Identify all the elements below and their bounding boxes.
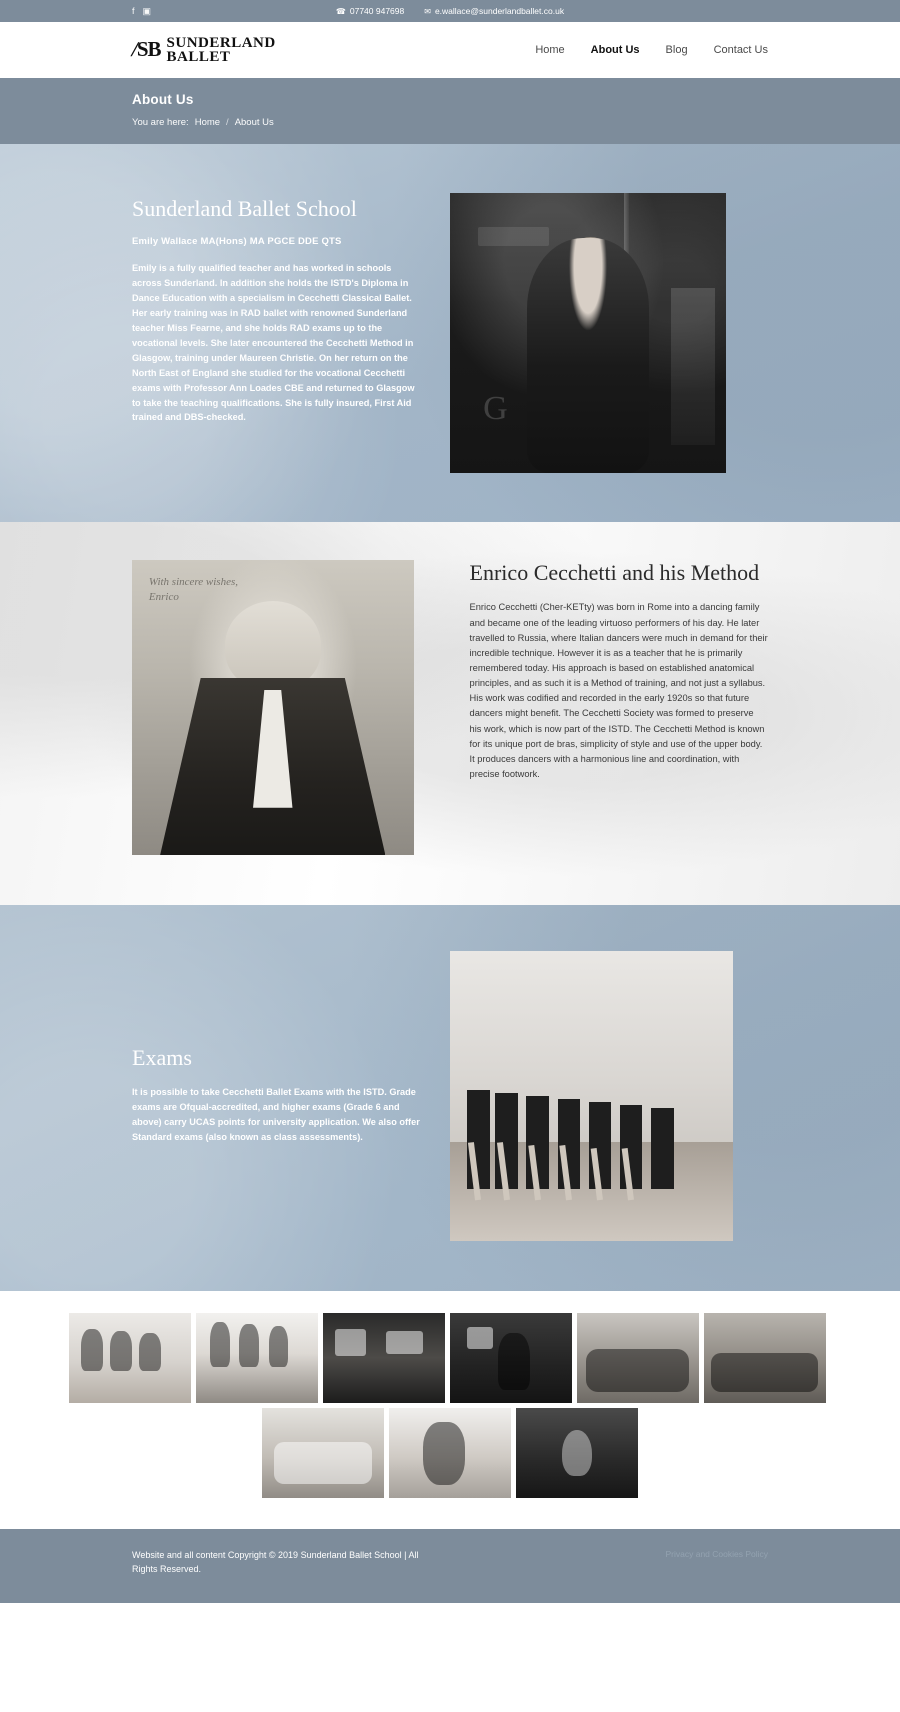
- photo-shape: [274, 1442, 372, 1483]
- exams-text-column: [132, 1045, 422, 1145]
- school-text-column: [132, 196, 422, 425]
- portrait-head: [225, 601, 321, 690]
- gallery-thumbnail[interactable]: [262, 1408, 384, 1498]
- social-links: [132, 7, 151, 16]
- breadcrumb-current: About Us: [234, 117, 274, 128]
- photo-gallery: [0, 1291, 900, 1529]
- privacy-policy-link[interactable]: Privacy and Cookies Policy: [665, 1549, 768, 1559]
- school-body: Emily is a fully qualified teacher and has worked in schools across Sunderland. In addition she holds the ISTD's Diploma in Dance Education with a specialism in Cecchetti Classical Ballet. Her early training was in RAD ballet with renowned Sunderland teacher Miss Fearne, and she holds RAD exams up to the vocational levels. She later encountered the Cecchetti Method in Glasgow, training under Maureen Christie. On her return on the North East of England she studied for the vocational Cecchetti exams with Professor Ann Loades CBE and returned to Glasgow to take the teaching qualifications. She is fully insured, First Aid trained and DBS-checked.: [132, 263, 415, 423]
- nav-item-about-us[interactable]: About Us: [590, 44, 640, 56]
- breadcrumb-separator: /: [226, 117, 229, 128]
- portrait-inscription: With sincere wishes, Enrico: [148, 575, 239, 603]
- nav-item-blog[interactable]: Blog: [665, 44, 688, 56]
- exams-heading: Exams: [132, 1045, 192, 1070]
- photo-shape: [467, 1327, 494, 1349]
- photo-shape: [335, 1329, 367, 1356]
- photo-shape: [139, 1333, 161, 1371]
- school-subtitle: Emily Wallace MA(Hons) MA PGCE DDE QTS: [132, 236, 342, 248]
- photo-shape: [586, 1349, 688, 1392]
- dancer-silhouette: [467, 1090, 490, 1189]
- section-sunderland-ballet-school: [0, 144, 900, 522]
- shelf-shape: [671, 288, 715, 445]
- site-header: [0, 22, 900, 78]
- footer-copyright: Website and all content Copyright © 2019 Sunderland Ballet School | All Rights Reserved.: [132, 1550, 419, 1574]
- facebook-icon[interactable]: f: [132, 5, 135, 16]
- section-exams: [0, 905, 900, 1291]
- photo-shape: [81, 1329, 103, 1370]
- instagram-icon[interactable]: ▣: [142, 5, 152, 16]
- breadcrumb-home[interactable]: Home: [194, 117, 221, 128]
- portrait-face: [571, 243, 610, 279]
- teacher-portrait-image: [450, 193, 726, 473]
- cecchetti-body: Enrico Cecchetti (Cher-KETty) was born in Rome into a dancing family and became one of the leading virtuoso performers of his day. He later travelled to Russia, where Italian dancers were much in demand for their incredible technique. However it is as a teacher that he is primarily remembered today. His approach is based on established anatomical principles, and as such it is a Method of training, and not just a syllabus. His work was codified and recorded in the early 1920s so that future dancers might benefit. The Cecchetti Society was formed to preserve his work, which is now part of the ISTD. The Cecchetti Method is known for its unique port de bras, simplicity of style and use of the upper body. It produces dancers with a harmonious line and coordination, with precise footwork.: [469, 602, 768, 779]
- gallery-row-2: [0, 1408, 900, 1498]
- site-logo[interactable]: [129, 35, 276, 65]
- nav-item-contact-us[interactable]: Contact Us: [713, 44, 768, 56]
- email-address: e.wallace@sunderlandballet.co.uk: [434, 6, 565, 16]
- page-title-band: [0, 78, 900, 144]
- photo-shape: [239, 1324, 259, 1367]
- gallery-row-1: [0, 1313, 900, 1403]
- photo-shape: [423, 1422, 464, 1485]
- dancer-silhouette: [651, 1108, 674, 1189]
- page-title: About Us: [132, 92, 194, 107]
- photo-shape: [711, 1353, 818, 1393]
- photo-shape: [110, 1331, 132, 1371]
- theatre-sign: [478, 227, 550, 247]
- utility-bar: [0, 0, 900, 22]
- cecchetti-heading: Enrico Cecchetti and his Method: [469, 560, 760, 585]
- phone-link[interactable]: [336, 6, 404, 16]
- letter-g-glyph: G: [483, 390, 508, 428]
- main-navigation: [535, 44, 768, 56]
- photo-shape: [562, 1430, 591, 1477]
- email-link[interactable]: [424, 6, 564, 16]
- site-footer: [0, 1529, 900, 1603]
- school-heading: Sunderland Ballet School: [132, 196, 357, 221]
- breadcrumb-prefix: You are here:: [132, 117, 189, 128]
- gallery-thumbnail[interactable]: [704, 1313, 826, 1403]
- gallery-thumbnail[interactable]: [577, 1313, 699, 1403]
- gallery-thumbnail[interactable]: [196, 1313, 318, 1403]
- barre-dancers-image: [450, 951, 733, 1241]
- section-enrico-cecchetti: [0, 522, 900, 905]
- gallery-thumbnail[interactable]: [450, 1313, 572, 1403]
- cecchetti-portrait-image: [132, 560, 414, 855]
- barre-pole: [624, 193, 630, 473]
- gallery-thumbnail[interactable]: [69, 1313, 191, 1403]
- logo-monogram: /SB: [129, 36, 161, 61]
- phone-icon: ☎: [335, 6, 346, 16]
- cecchetti-text-column: [470, 560, 768, 782]
- logo-wordmark: SUNDERLAND BALLET: [166, 35, 276, 65]
- envelope-icon: ✉: [424, 6, 431, 16]
- gallery-thumbnail[interactable]: [323, 1313, 445, 1403]
- breadcrumb: [132, 117, 768, 128]
- gallery-thumbnail[interactable]: [516, 1408, 638, 1498]
- photo-shape: [269, 1326, 289, 1367]
- exams-body: It is possible to take Cecchetti Ballet Exams with the ISTD. Grade exams are Ofqual-accredited, and higher exams (Grade 6 and above) carry UCAS points for university application. We also offer Standard exams (also known as class assessments).: [132, 1087, 420, 1143]
- photo-shape: [210, 1322, 230, 1367]
- nav-item-home[interactable]: Home: [535, 44, 565, 56]
- photo-shape: [498, 1333, 530, 1391]
- phone-number: 07740 947698: [349, 6, 405, 16]
- gallery-thumbnail[interactable]: [389, 1408, 511, 1498]
- photo-shape: [386, 1331, 423, 1354]
